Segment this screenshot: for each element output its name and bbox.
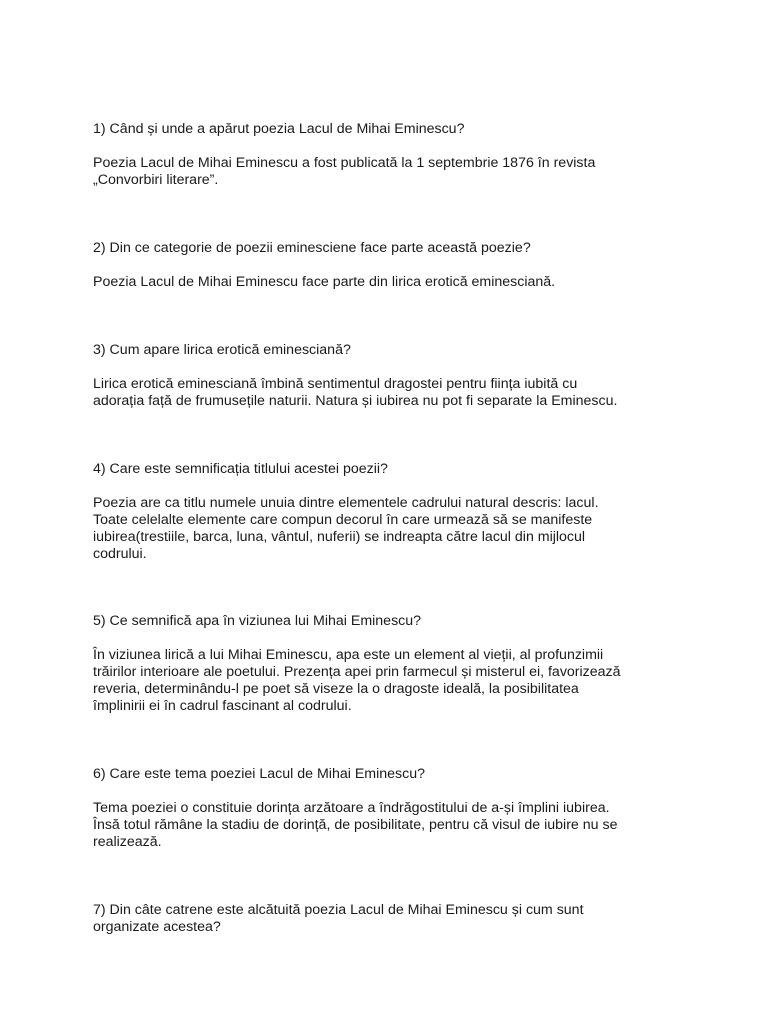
question-4: 4) Care este semnificația titlului acestei poezii? <box>93 461 388 477</box>
question-7: 7) Din câte catrene este alcătuită poezia Lacul de Mihai Eminescu și cum sunt organizate acestea? <box>93 902 584 935</box>
answer-2: Poezia Lacul de Mihai Eminescu face parte din lirica erotică eminesciană. <box>93 274 556 290</box>
question-2: 2) Din ce categorie de poezii eminesciene face parte această poezie? <box>93 240 531 256</box>
answer-1: Poezia Lacul de Mihai Eminescu a fost publicată la 1 septembrie 1876 în revista „Convorbiri literare”. <box>93 155 596 188</box>
question-5: 5) Ce semnifică apa în viziunea lui Mihai Eminescu? <box>93 613 422 629</box>
answer-4: Poezia are ca titlu numele unuia dintre elementele cadrului natural descris: lacul. Toate celelalte elemente care compun decorul în care urmează să se manifeste iubirea(trestiile, barca, luna, vântul, nuferii) se indreapta către lacul din mijlocul codrului. <box>93 495 599 562</box>
question-3: 3) Cum apare lirica erotică eminesciană? <box>93 342 351 358</box>
answer-5: În viziunea lirică a lui Mihai Eminescu, apa este un element al vieții, al profunzimii trăirilor interioare ale poetului. Prezența apei prin farmecul și misterul ei, favorizează reveria, determinându-l pe poet să viseze la o dragoste ideală, la posibilitatea împlinirii ei în cadrul fascinant al codrului. <box>93 647 621 714</box>
question-6: 6) Care este tema poeziei Lacul de Mihai Eminescu? <box>93 766 425 782</box>
answer-3: Lirica erotică eminesciană îmbină sentimentul dragostei pentru ființa iubită cu adorația față de frumusețile naturii. Natura și iubirea nu pot fi separate la Eminescu. <box>93 376 618 409</box>
answer-6: Tema poeziei o constituie dorința arzătoare a îndrăgostitului de a-și împlini iubirea. Însă totul rămâne la stadiu de dorință, de posibilitate, pentru că visul de iubire nu se realizează. <box>93 800 618 850</box>
question-1: 1) Când și unde a apărut poezia Lacul de Mihai Eminescu? <box>93 121 465 137</box>
